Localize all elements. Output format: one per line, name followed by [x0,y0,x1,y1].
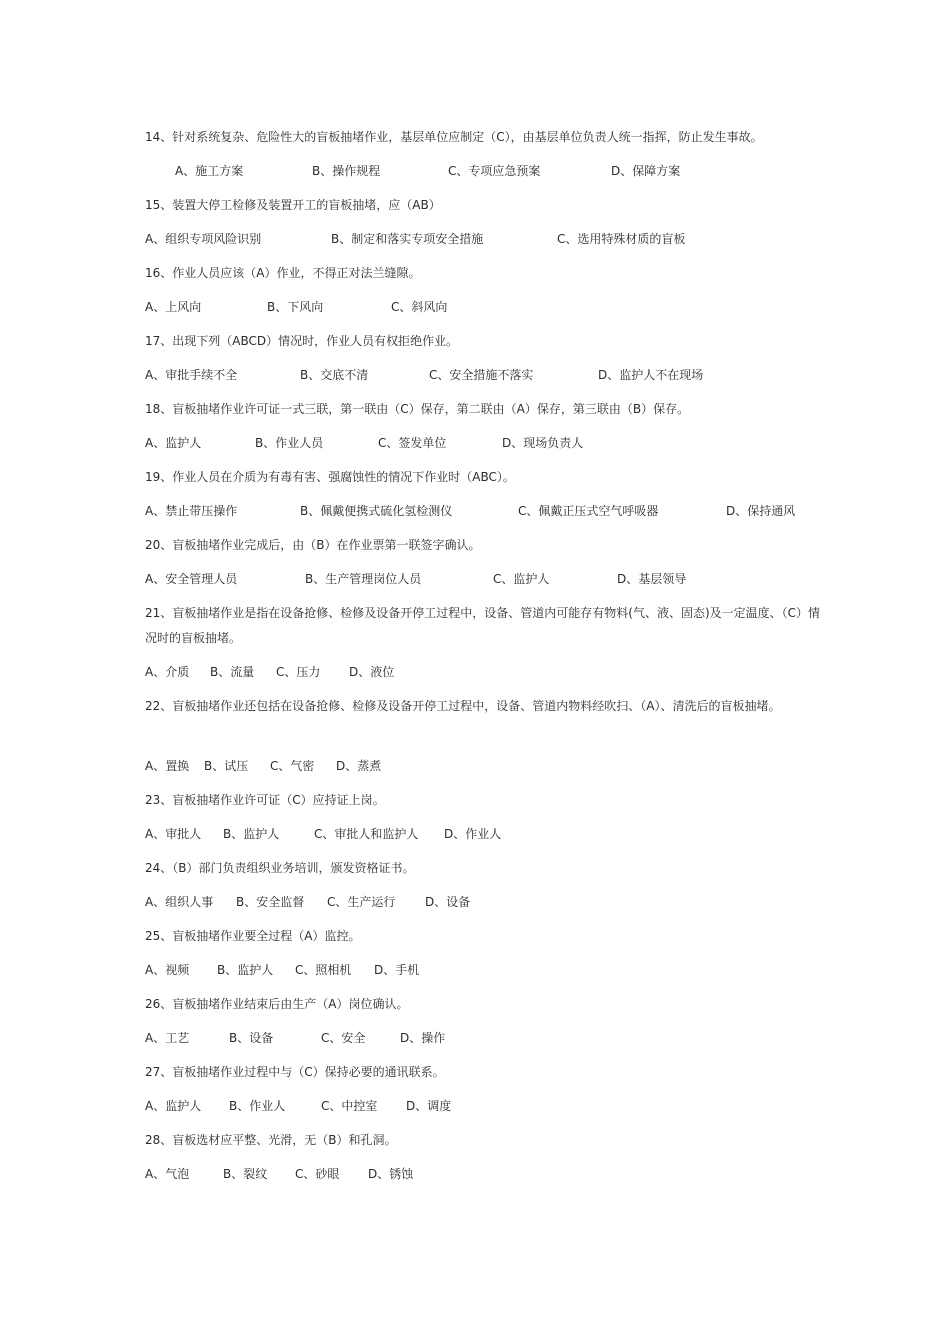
question-23-option-b: B、监护人 [223,827,280,841]
question-28-option-c: C、砂眼 [295,1167,340,1181]
question-23-option-a: A、审批人 [145,827,202,841]
question-19-option-d: D、保持通风 [726,504,796,518]
question-24-option-c: C、生产运行 [327,895,396,909]
question-14-stem: 14、针对系统复杂、危险性大的盲板抽堵作业，基层单位应制定（C），由基层单位负责人统一指挥，防止发生事故。 [145,130,763,144]
question-22-option-d: D、蒸煮 [336,759,382,773]
question-26-option-d: D、操作 [400,1031,446,1045]
question-25-option-b: B、监护人 [217,963,274,977]
question-20-option-d: D、基层领导 [617,572,687,586]
question-15-option-a: A、组织专项风险识别 [145,232,262,246]
question-27-option-a: A、监护人 [145,1099,202,1113]
question-18-stem: 18、盲板抽堵作业许可证一式三联，第一联由（C）保存，第二联由（A）保存，第三联由（B）保存。 [145,402,690,416]
question-27-option-c: C、中控室 [321,1099,378,1113]
question-28-stem: 28、盲板选材应平整、光滑，无（B）和孔洞。 [145,1133,397,1147]
question-17-option-c: C、安全措施不落实 [429,368,534,382]
question-20-stem: 20、盲板抽堵作业完成后，由（B）在作业票第一联签字确认。 [145,538,481,552]
question-15-option-b: B、制定和落实专项安全措施 [331,232,484,246]
question-23-stem: 23、盲板抽堵作业许可证（C）应持证上岗。 [145,793,385,807]
question-17-option-d: D、监护人不在现场 [598,368,704,382]
question-25-option-a: A、视频 [145,963,190,977]
question-22-option-a: A、置换 [145,759,190,773]
question-26-option-c: C、安全 [321,1031,366,1045]
question-18-option-c: C、签发单位 [378,436,447,450]
question-26-option-b: B、设备 [229,1031,274,1045]
question-23-option-d: D、作业人 [444,827,502,841]
question-24-option-d: D、设备 [425,895,471,909]
question-21-option-d: D、液位 [349,665,395,679]
question-16-stem: 16、作业人员应该（A）作业，不得正对法兰缝隙。 [145,266,421,280]
question-14-option-a: A、施工方案 [175,164,244,178]
question-24-stem: 24、（B）部门负责组织业务培训，颁发资格证书。 [145,861,415,875]
question-19-stem: 19、作业人员在介质为有毒有害、强腐蚀性的情况下作业时（ABC）。 [145,470,515,484]
question-18-option-a: A、监护人 [145,436,202,450]
question-25-option-c: C、照相机 [295,963,352,977]
question-26-stem: 26、盲板抽堵作业结束后由生产（A）岗位确认。 [145,997,409,1011]
question-19-option-c: C、佩戴正压式空气呼吸器 [518,504,659,518]
question-24-option-b: B、安全监督 [236,895,305,909]
question-18-option-d: D、现场负责人 [502,436,584,450]
question-17-stem: 17、出现下列（ABCD）情况时，作业人员有权拒绝作业。 [145,334,459,348]
question-25-stem: 25、盲板抽堵作业要全过程（A）监控。 [145,929,361,943]
question-16-option-b: B、下风向 [267,300,324,314]
question-15-stem: 15、装置大停工检修及装置开工的盲板抽堵，应（AB） [145,198,441,212]
question-28-option-b: B、裂纹 [223,1167,268,1181]
question-17-option-b: B、交底不清 [300,368,369,382]
question-27-stem: 27、盲板抽堵作业过程中与（C）保持必要的通讯联系。 [145,1065,445,1079]
question-22-option-c: C、气密 [270,759,315,773]
question-21-option-c: C、压力 [276,665,321,679]
question-28-option-a: A、气泡 [145,1167,190,1181]
question-19-option-a: A、禁止带压操作 [145,504,238,518]
question-14-option-d: D、保障方案 [611,164,681,178]
question-23-option-c: C、审批人和监护人 [314,827,419,841]
question-20-option-a: A、安全管理人员 [145,572,238,586]
question-16-option-a: A、上风向 [145,300,202,314]
question-21-option-b: B、流量 [210,665,255,679]
question-21-stem: 21、盲板抽堵作业是指在设备抢修、检修及设备开停工过程中，设备、管道内可能存有物料(气、液、固态)及一定温度、（C）情况时的盲板抽堵。 [145,606,821,645]
question-17-option-a: A、审批手续不全 [145,368,238,382]
question-20-option-c: C、监护人 [493,572,550,586]
question-27-option-d: D、调度 [406,1099,452,1113]
question-14-option-c: C、专项应急预案 [448,164,541,178]
question-15-option-c: C、选用特殊材质的盲板 [557,232,686,246]
question-16-option-c: C、斜风向 [391,300,448,314]
question-14-option-b: B、操作规程 [312,164,381,178]
question-24-option-a: A、组织人事 [145,895,214,909]
question-18-option-b: B、作业人员 [255,436,324,450]
question-25-option-d: D、手机 [374,963,420,977]
question-26-option-a: A、工艺 [145,1031,190,1045]
question-21-option-a: A、介质 [145,665,190,679]
question-28-option-d: D、锈蚀 [368,1167,414,1181]
question-22-option-b: B、试压 [204,759,249,773]
question-22-stem: 22、盲板抽堵作业还包括在设备抢修、检修及设备开停工过程中，设备、管道内物料经吹扫、（A）、清洗后的盲板抽堵。 [145,699,781,713]
question-19-option-b: B、佩戴便携式硫化氢检测仪 [300,504,453,518]
question-27-option-b: B、作业人 [229,1099,286,1113]
question-20-option-b: B、生产管理岗位人员 [305,572,422,586]
